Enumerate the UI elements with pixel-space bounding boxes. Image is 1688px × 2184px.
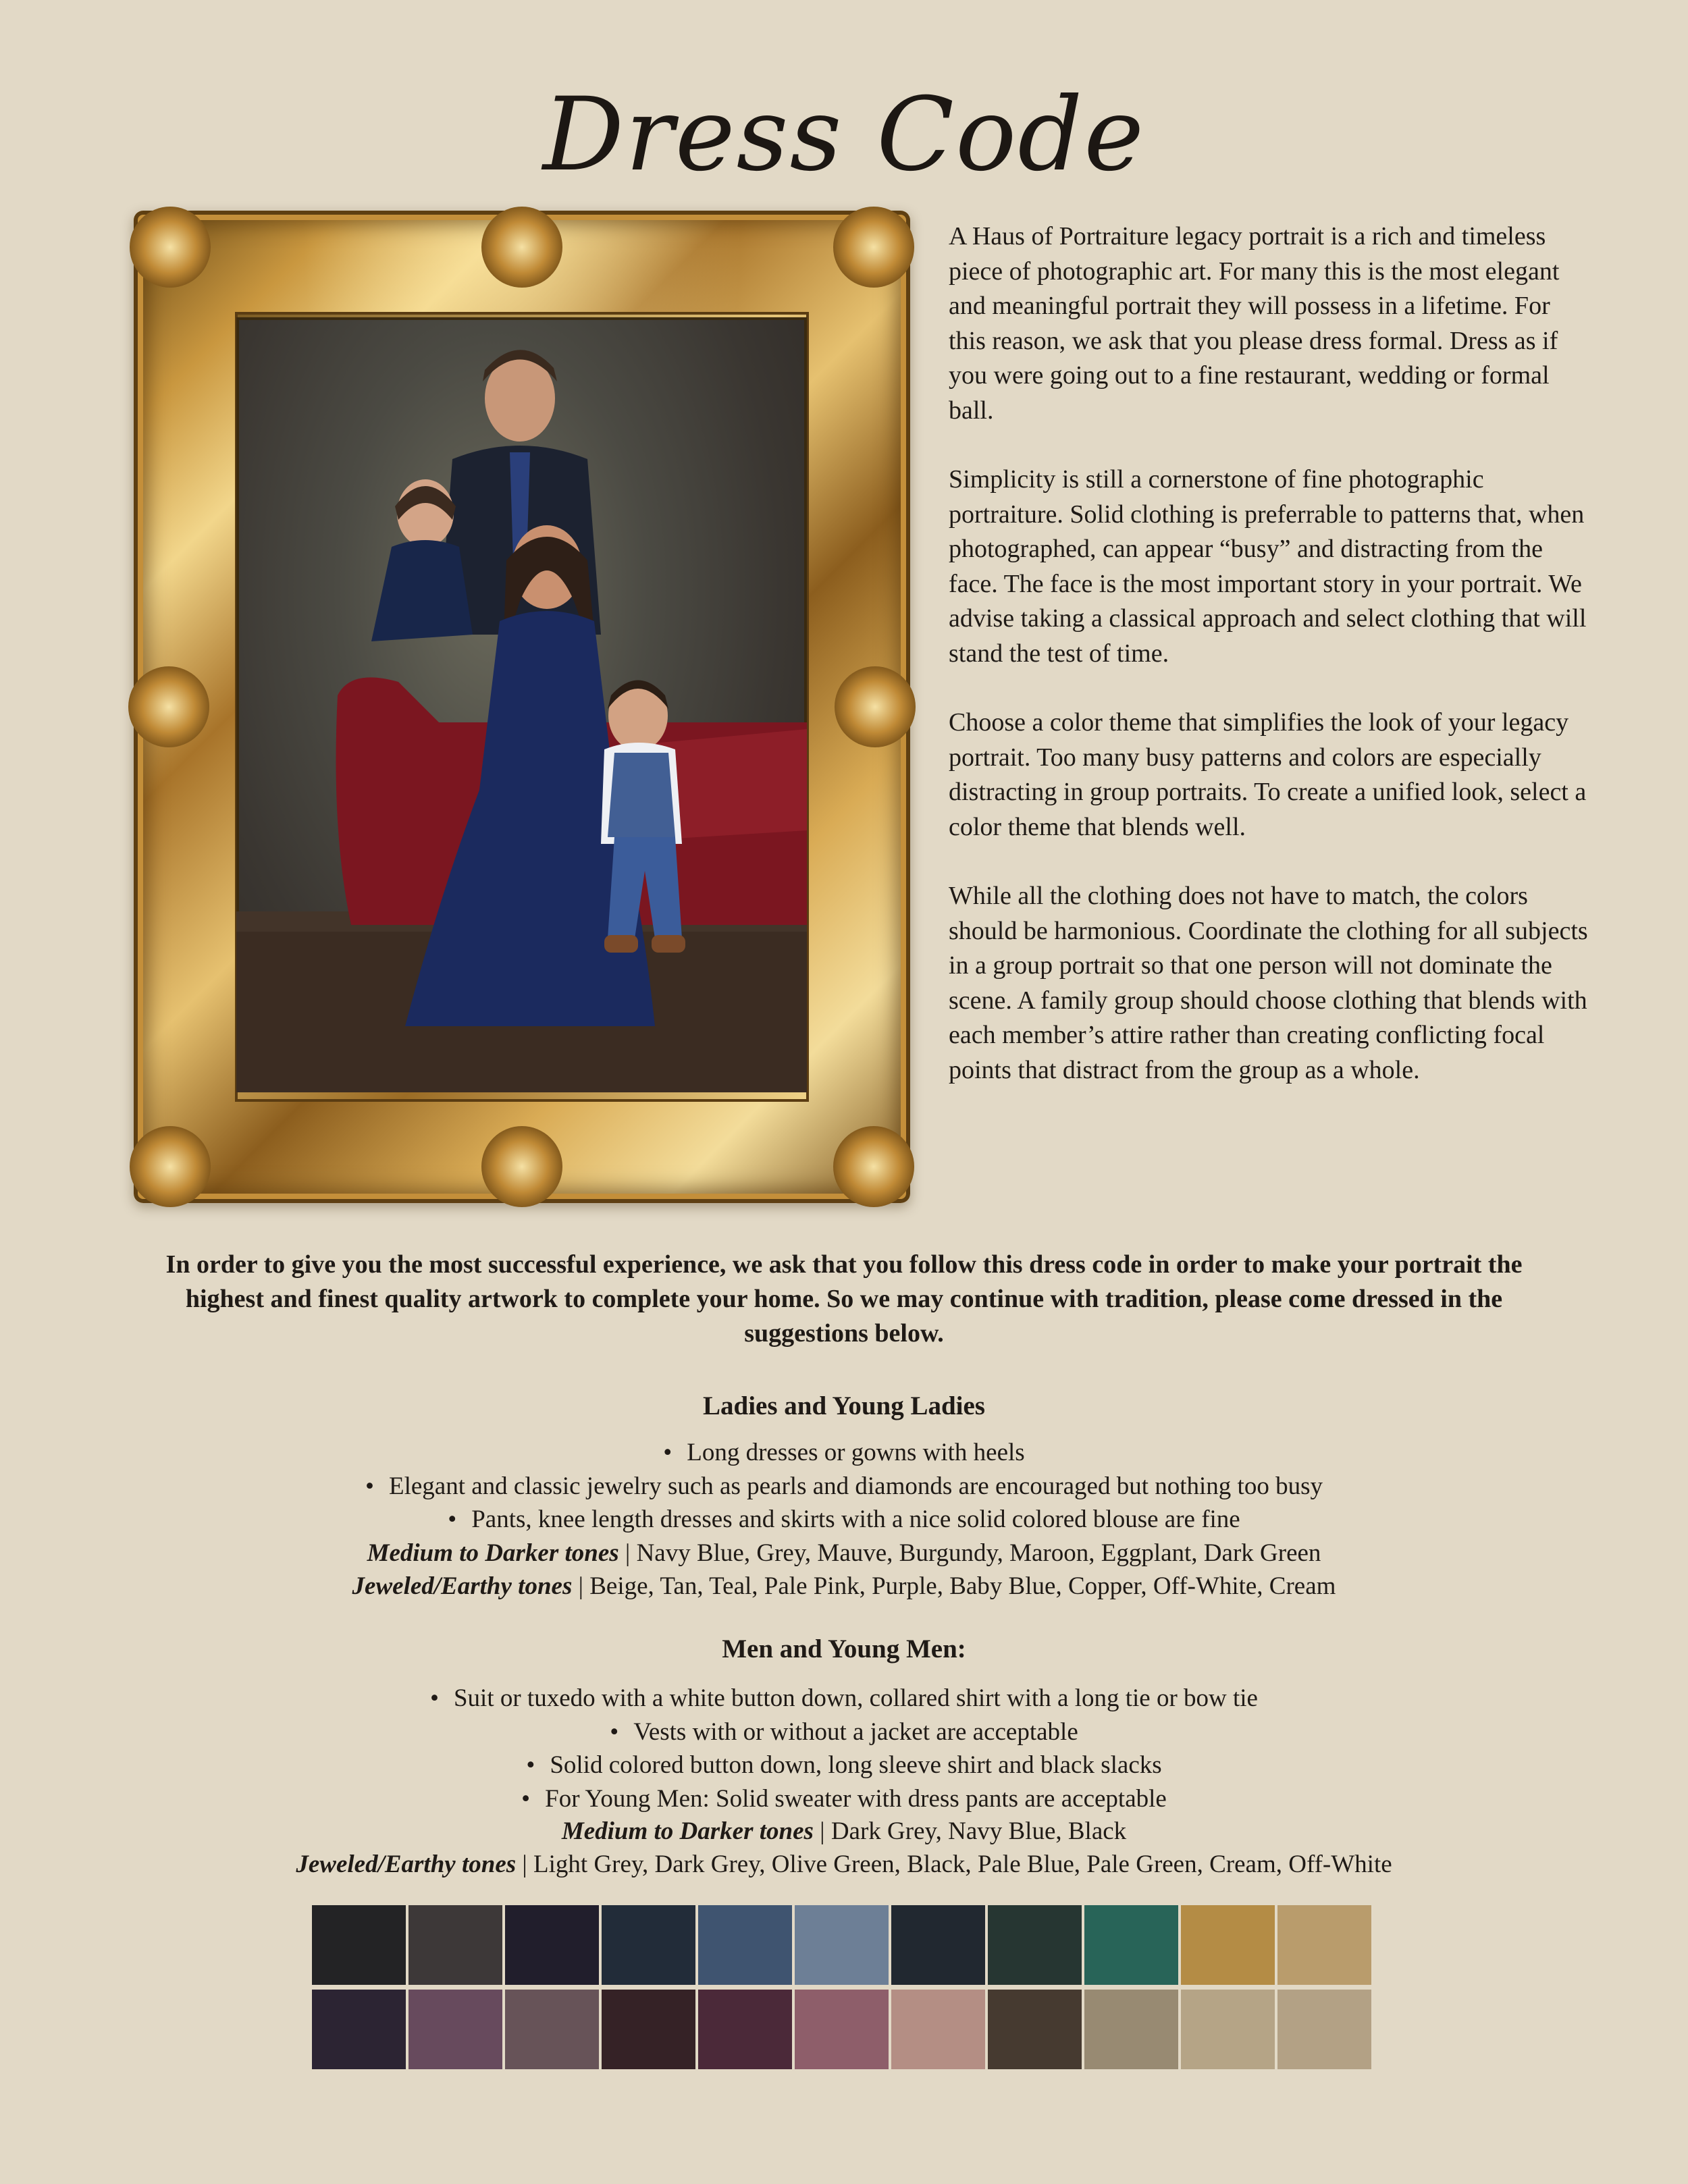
list-item (0, 1503, 1688, 1537)
men-heading: Men and Young Men: (722, 1634, 966, 1663)
tone-label: Medium to Darker tones (561, 1817, 814, 1845)
color-swatch (891, 1990, 985, 2069)
frame-ornament-top (481, 207, 562, 288)
frame-ornament-corner-bl (130, 1126, 211, 1207)
men-tones-medium (0, 1815, 1688, 1848)
color-swatch (698, 1990, 792, 2069)
list-item (0, 1749, 1688, 1782)
bullet: • (430, 1684, 439, 1712)
tone-colors: | Beige, Tan, Teal, Pale Pink, Purple, Baby Blue, Copper, Off-White, Cream (572, 1572, 1336, 1600)
list-item-text: Vests with or without a jacket are acceptable (633, 1717, 1078, 1746)
bullet: • (521, 1784, 531, 1813)
boy-vest (608, 753, 675, 837)
ladies-tones-medium (0, 1537, 1688, 1570)
color-swatch (505, 1905, 599, 1985)
intro-paragraph: A Haus of Portraiture legacy portrait is a rich and timeless piece of photographic art. For many this is the most elegant and meaningful portrait they will possess in a lifetime. For this reason, we ask that you please dress formal. Dress as if you were going out to a fine restaurant, wedding or formal ball. (949, 222, 1560, 425)
list-item (0, 1715, 1688, 1749)
girl-dress (371, 540, 473, 641)
color-swatch-grid (312, 1905, 1376, 2069)
family-portrait-photo (236, 317, 807, 1092)
intro-paragraph: Simplicity is still a cornerstone of fine photographic portraiture. Solid clothing is preferrable to patterns that, when photographed, can appear “busy” and distracting from the face. The face is the most important story in your portrait. We advise taking a classical approach and select clothing that will stand the test of time. (949, 465, 1587, 668)
tone-colors: | Navy Blue, Grey, Mauve, Burgundy, Maroon, Eggplant, Dark Green (618, 1539, 1321, 1567)
ladies-list (0, 1436, 1688, 1537)
list-item (0, 1682, 1688, 1715)
color-swatch (602, 1990, 695, 2069)
color-swatch (988, 1905, 1082, 1985)
color-swatch (1084, 1990, 1178, 2069)
frame-ornament-corner-br (833, 1126, 914, 1207)
color-swatch (891, 1905, 985, 1985)
tone-label: Medium to Darker tones (367, 1539, 619, 1567)
tone-colors: | Dark Grey, Navy Blue, Black (813, 1817, 1127, 1845)
color-swatch (408, 1990, 502, 2069)
color-swatch (1084, 1905, 1178, 1985)
color-swatch (988, 1990, 1082, 2069)
color-swatch (312, 1905, 406, 1985)
page-title: Dress Code (542, 76, 1146, 194)
color-swatch (795, 1905, 889, 1985)
frame-ornament-left (128, 666, 209, 747)
list-item-text: Pants, knee length dresses and skirts with a nice solid colored blouse are fine (471, 1506, 1240, 1533)
men-list (0, 1682, 1688, 1815)
family-portrait-illustration (236, 317, 807, 1092)
list-item-text: Solid colored button down, long sleeve shirt and black slacks (550, 1751, 1162, 1779)
frame-ornament-right (835, 666, 916, 747)
color-swatch (698, 1905, 792, 1985)
color-swatch (795, 1990, 889, 2069)
list-item-text: For Young Men: Solid sweater with dress pants are acceptable (545, 1784, 1167, 1813)
bullet: • (610, 1717, 619, 1746)
bullet: • (526, 1751, 535, 1779)
list-item-text: Suit or tuxedo with a white button down, collared shirt with a long tie or bow tie (453, 1684, 1258, 1712)
list-item (0, 1436, 1688, 1470)
color-swatch (1277, 1990, 1371, 2069)
intro-paragraph: Choose a color theme that simplifies the look of your legacy portrait. Too many busy patterns and colors are especially distracting in group portraits. To create a unified look, select a color theme that blends well. (949, 708, 1587, 841)
frame-ornament-bottom (481, 1126, 562, 1207)
color-swatch (602, 1905, 695, 1985)
tone-colors: | Light Grey, Dark Grey, Olive Green, Black, Pale Blue, Pale Green, Cream, Off-White (516, 1850, 1392, 1878)
tone-label: Jeweled/Earthy tones (352, 1572, 573, 1600)
color-swatch (312, 1990, 406, 2069)
men-tones-jeweled (0, 1848, 1688, 1881)
color-swatch (1181, 1905, 1275, 1985)
list-item (0, 1470, 1688, 1503)
color-swatch (505, 1990, 599, 2069)
color-swatch (1181, 1990, 1275, 2069)
bullet: • (663, 1439, 672, 1466)
ladies-heading: Ladies and Young Ladies (703, 1391, 985, 1420)
intro-paragraph: While all the clothing does not have to match, the colors should be harmonious. Coordinate the clothing for all subjects in a group portrait so that one person will not dominate the scene. A family group should choose clothing that blends with each member’s attire rather than creating conflicting focal points that distract from the group as a whole. (949, 882, 1588, 1084)
frame-ornament-corner-tl (130, 207, 211, 288)
list-item-text: Long dresses or gowns with heels (687, 1439, 1025, 1466)
bullet: • (448, 1506, 457, 1533)
tone-label: Jeweled/Earthy tones (296, 1850, 517, 1878)
dress-code-notice: In order to give you the most successful experience, we ask that you follow this dress code in order to make your portrait the highest and finest quality artwork to complete your home. So we may continue with tradition, please come dressed in the suggestions below. (165, 1250, 1523, 1348)
bullet: • (365, 1472, 374, 1500)
color-swatch (1277, 1905, 1371, 1985)
list-item (0, 1782, 1688, 1816)
ladies-tones-jeweled (0, 1570, 1688, 1603)
color-swatch (408, 1905, 502, 1985)
frame-ornament-corner-tr (833, 207, 914, 288)
intro-text (949, 219, 1590, 1088)
list-item-text: Elegant and classic jewelry such as pearls and diamonds are encouraged but nothing too busy (388, 1472, 1323, 1500)
